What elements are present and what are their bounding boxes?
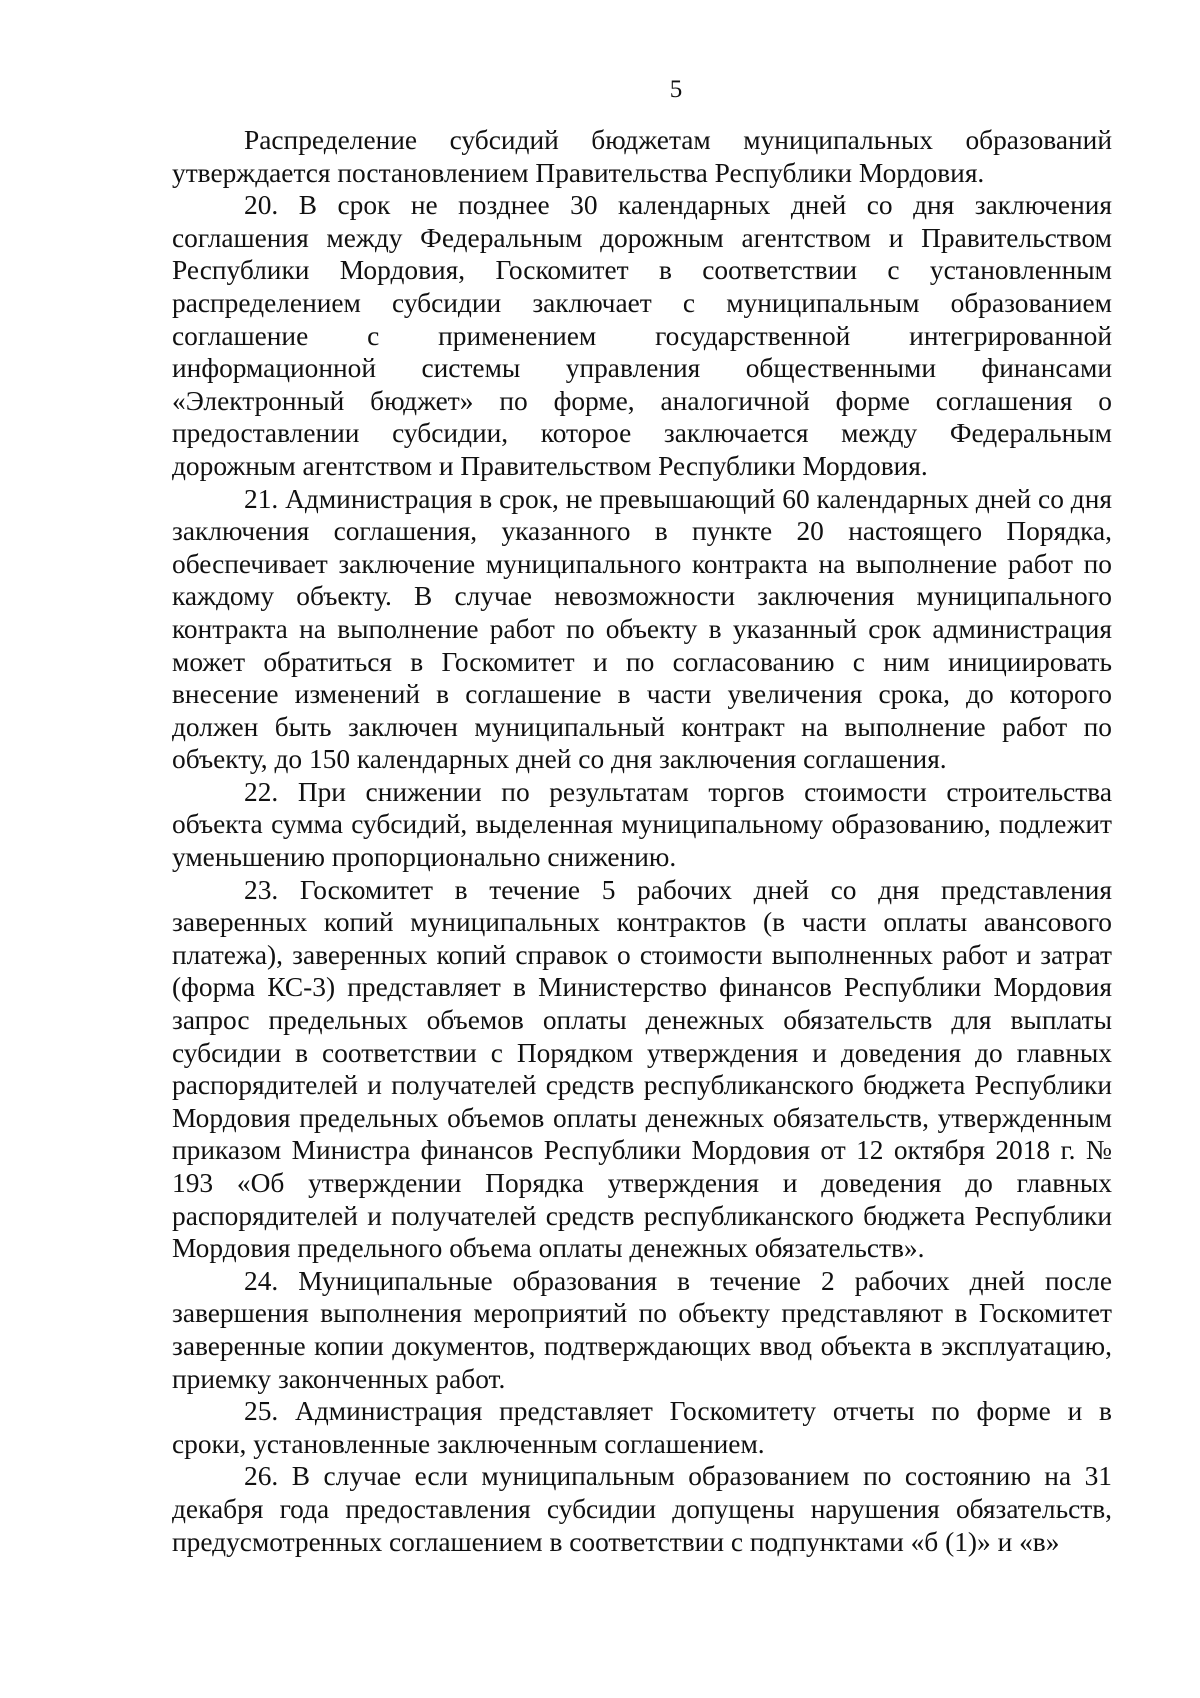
paragraph-subsidy-distribution: Распределение субсидий бюджетам муниципальных образований утверждается постановлением Правительства Республики Мордовия. [172, 125, 1112, 188]
paragraph-23: 23. Госкомитет в течение 5 рабочих дней со дня представления заверенных копий муниципальных контрактов (в части оплаты авансового платежа), заверенных копий справок о стоимости выполненных работ и затрат (форма КС-3) представляет в Министерство финансов Республики Мордовия запрос предельных объемов оплаты денежных обязательств для выплаты субсидии в соответствии с Порядком утверждения и доведения до главных распорядителей и получателей средств республиканского бюджета Республики Мордовия предельных объемов оплаты денежных обязательств, утвержденным приказом Министра финансов Республики Мордовия от 12 октября 2018 г. № 193 «Об утверждении Порядка утверждения и доведения до главных распорядителей и получателей средств республиканского бюджета Республики Мордовия предельного объема оплаты денежных обязательств». [172, 874, 1112, 1264]
paragraph-24: 24. Муниципальные образования в течение 2 рабочих дней после завершения выполнения мероприятий по объекту представляют в Госкомитет заверенные копии документов, подтверждающих ввод объекта в эксплуатацию, приемку законченных работ. [172, 1265, 1112, 1394]
paragraph-25: 25. Администрация представляет Госкомитету отчеты по форме и в сроки, установленные заключенным соглашением. [172, 1396, 1112, 1459]
paragraph-21: 21. Администрация в срок, не превышающий 60 календарных дней со дня заключения соглашения, указанного в пункте 20 настоящего Порядка, обеспечивает заключение муниципального контракта на выполнение работ по каждому объекту. В случае невозможности заключения муниципального контракта на выполнение работ по объекту в указанный срок администрация может обратиться в Госкомитет и по согласованию с ним инициировать внесение изменений в соглашение в части увеличения срока, до которого должен быть заключен муниципальный контракт на выполнение работ по объекту, до 150 календарных дней со дня заключения соглашения. [172, 483, 1112, 775]
document-body [172, 124, 1112, 1558]
page-number: 5 [669, 76, 683, 103]
paragraph-20: 20. В срок не позднее 30 календарных дней со дня заключения соглашения между Федеральным дорожным агентством и Правительством Республики Мордовия, Госкомитет в соответствии с установленным распределением субсидии заключает с муниципальным образованием соглашение с применением государственной интегрированной информационной системы управления общественными финансами «Электронный бюджет» по форме, аналогичной форме соглашения о предоставлении субсидии, которое заключается между Федеральным дорожным агентством и Правительством Республики Мордовия. [172, 190, 1112, 481]
paragraph-26: 26. В случае если муниципальным образованием по состоянию на 31 декабря года предоставления субсидии допущены нарушения обязательств, предусмотренных соглашением в соответствии с подпунктами «б (1)» и «в» [172, 1461, 1112, 1557]
paragraph-22: 22. При снижении по результатам торгов стоимости строительства объекта сумма субсидий, выделенная муниципальному образованию, подлежит уменьшению пропорционально снижению. [172, 776, 1112, 873]
